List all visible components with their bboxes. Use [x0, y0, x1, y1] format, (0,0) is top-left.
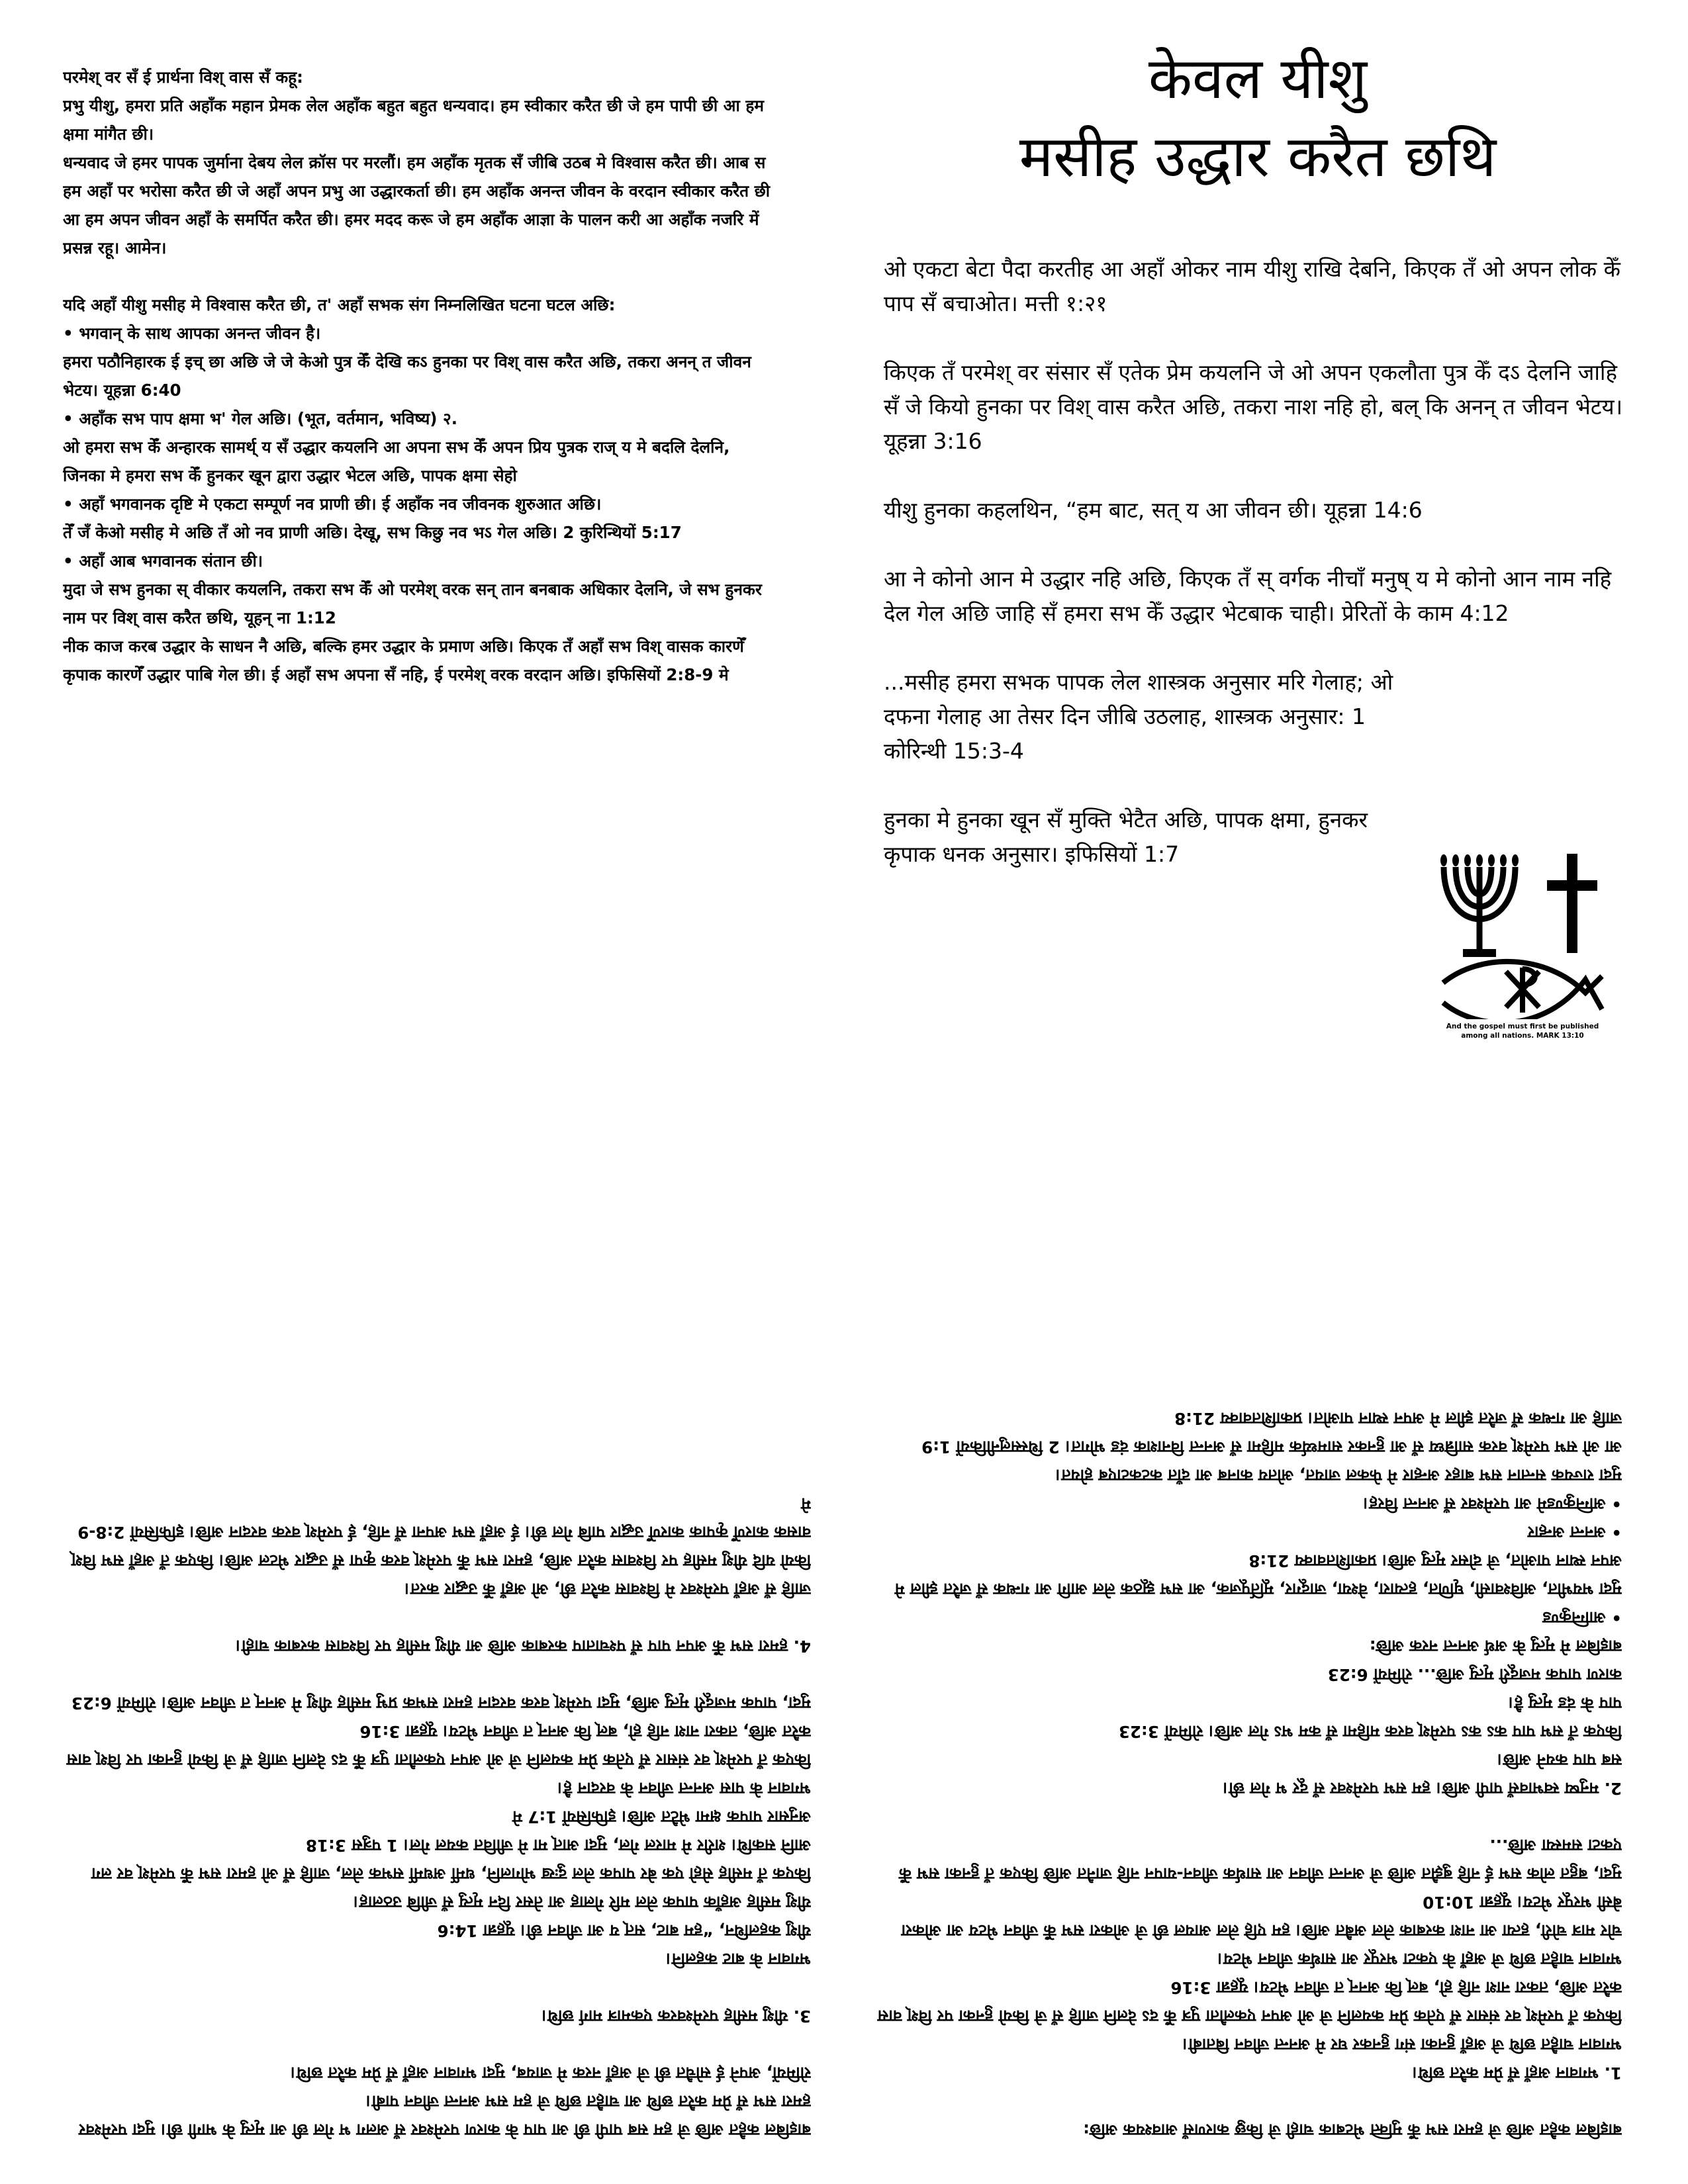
paragraph-way: भगवान के बाट कहलनि। — [665, 1950, 811, 1969]
verse-2-thessalonians-1-9: आ ओ सभ परमेश् वरक सान्निध्य सँ आ हुनकर सामर्थ्यक महिमा सँ अनन्त विनाशक दंड भोगत। 2 थिस्सलुनीकियों 1:9 — [921, 1437, 1622, 1457]
step-2-heading: 2. मनुष्य स्वभावसँ पापी अछि। हम सभ परमेश्वर सँ दूर भ गेल छी। — [1223, 1779, 1622, 1798]
paragraph-outer-darkness: मुदा राज्यक सन्तान सभ बाहर अन्हार मे फेकल जायत, ओतय कानब आ दाँत कटकटाएब होयत। — [1055, 1466, 1622, 1485]
spacer — [63, 262, 771, 291]
menorah-icon — [1440, 854, 1519, 953]
caption-line-2: among all nations. MARK 13:10 — [1461, 1032, 1584, 1040]
verse-ephesians-2-8-repeat: कियो यदि यीशु मसीह पर विश्वास करैत अछि, हमरा सभ केँ परमेश् वरक कृपा सँ उद्धार भेटल अछि। किएक तँ अहाँ सभ विश् वासक कारणेँ कृपाक कारणेँ उद्धार पाबि गेल छी। ई अहाँ सभ अपना सँ नहि, ई परमेश् वरक वरदान अछि। इफिसियों 2:8-9 मे — [71, 1494, 811, 1570]
steps-panel-continued — [63, 1125, 811, 2144]
verse-ephesians-2-8: नीक काज करब उद्धार के साधन नै अछि, बल्कि हमर उद्धार के प्रमाण अछि। किएक तँ अहाँ सभ विश् वासक कारणेँ कृपाक कारणेँ उद्धार पाबि गेल छी। ई अहाँ सभ अपना सँ नहि, ई परमेश् वरक वरदान अछि। इफिसियों 2:8-9 मे — [63, 637, 744, 684]
spacer — [874, 1803, 1622, 1831]
paragraph-penalty: पाप के दंड मृत्यु है। — [1508, 1694, 1622, 1713]
steps-panel — [874, 1125, 1622, 2144]
step-3-heading: 3. यीशु मसीह परमेश्वरक एकमात्र मार्ग छथि। — [541, 2007, 811, 2026]
cross-icon — [1547, 854, 1597, 953]
bullet-darkness: • अनन्त अन्हार — [1528, 1523, 1622, 1542]
symbols-graphic — [1433, 854, 1612, 1019]
verse-romans-6-23: मुदा, पापक मजदूरी मृत्यु अछि, मुदा परमेश् वरक वरदान हमरा सभक प्रभु मसीह यीशु मे अनन् त जीवन अछि। रोमियों 6:23 — [71, 1694, 811, 1713]
verse-john-14-6-repeat: यीशु कहलथिन, “हम बाट, सत् य आ जीवन छी। यूहन्ना 14:6 — [437, 1921, 811, 1940]
verse-romans-6-23-step: कारण पापक मजदूरी मृत्यु अछि... रोमियों 6:23 — [1327, 1665, 1622, 1684]
title-line-2: मसीह उद्धार करैत छथि — [1019, 124, 1497, 190]
verse-matthew-1-21: ओ एकटा बेटा पैदा करतीह आ अहाँ ओकर नाम यीशु राखि देबनि, किएक तँ ओ अपन लोक केँ पाप सँ बचाओत। मत्ती १:२१ — [884, 256, 1620, 316]
bullet-child-of-god: • अहाँ आब भगवानक संतान छी। — [63, 551, 263, 570]
verse-colossians: ओ हमरा सभ केँ अन्हारक सामर्थ् य सँ उद्धार कयलनि आ अपना सभ केँ अपन प्रिय पुत्रक राज् य मे बदलि देलनि, जिनका मे हमरा सभ केँ हुनकर खून द्वारा उद्धार भेटल अछि, पापक क्षमा सेहो — [63, 437, 730, 485]
verse-john-10-10: चोर मात्र चोरी, हत्या आ नाश करबाक लेल अबैत अछि। हम एहि लेल आयल छी जे ओकरा सभ केँ जीवन भेटय आ ओकरा बेसी भरपूर भेटय। यूहन्ना 10:10 — [901, 1893, 1622, 1940]
verse-1-corinthians-15: ...मसीह हमरा सभक पापक लेल शास्त्रक अनुसार मरि गेलाह; ओ दफना गेलाह आ तेसर दिन जीबि उठलाह, शास्त्रक अनुसार: 1 कोरिन्थी 15:3-4 — [884, 669, 1393, 764]
prayer-intro: परमेश् वर सँ ई प्रार्थना विश् वास सँ कहू: — [63, 68, 303, 87]
believers-intro: यदि अहाँ यीशु मसीह मे विश्वास करैत छी, त' अहाँ सभक संग निम्नलिखित घटना घटल अछि: — [63, 295, 616, 314]
bullet-separation: • अग्निकुण्डमे आ परमेश्वर सँ अनन्त विरह। — [1363, 1494, 1622, 1514]
title-line-1: केवल यीशु — [1148, 46, 1368, 112]
ichthys-chi-rho-icon — [1443, 962, 1602, 1019]
verse-john-14-6: यीशु हुनका कहलथिन, “हम बाट, सत् य आ जीवन छी। यूहन्ना 14:6 — [884, 497, 1423, 523]
verse-ephesians-1-7: हुनका मे हुनका खून सँ मुक्ति भेटैत अछि, पापक क्षमा, हुनकर कृपाक धनक अनुसार। इफिसियों 1:7 — [884, 807, 1368, 867]
spacer — [63, 1604, 811, 1632]
symbol-block — [1433, 854, 1612, 1066]
cover-panel — [884, 40, 1632, 1072]
verse-1-peter-3-18: किएक तँ मसीह सेहो एक बेर पापक लेल दुःख भोगलनि, धर्मी अधर्मी सभक लेल, जाहि सँ ओ हमरा सभ केँ परमेश् वर लग आनि सकथि। शरीर मे मारल गेल, मुदा आत् मा मे जीवित कयल गेल। 1 पत्रुस 3:18 — [91, 1836, 811, 1884]
symbol-caption — [1433, 1022, 1612, 1040]
spacer — [63, 2030, 811, 2059]
verse-john-1-12: मुदा जे सभ हुनका स् वीकार कयलनि, तकरा सभ केँ ओ परमेश् वरक सन् तान बनबाक अधिकार देलनि, जे सभ हुनकर नाम पर विश् वास करैत छथि, यूहन् ना 1:12 — [63, 580, 762, 627]
step-4-heading: 4. हमरा सभ केँ अपन पाप सँ पश्चाताप करबाक अछि आ यीशु मसीह पर विश्वास करबाक चाही। — [235, 1637, 811, 1656]
page-title — [884, 40, 1632, 196]
paragraph-romans: रोमियों, अपने ई सोचैत छी जे अहाँ नरक मे जायब, मुदा भगवान अहाँ सँ प्रेम करैत छथि। — [290, 2064, 811, 2083]
bullet-fire: • आग्निकुण्ड — [1542, 1608, 1622, 1627]
verse-acts-4-12: आ ने कोनो आन मे उद्धार नहि अछि, किएक तँ स् वर्गक नीचाँ मनुष् य मे कोनो आन नाम नहि देल गेल अछि जाहि सँ हमरा सभ केँ उद्धार भेटबाक चाही। प्रेरितों के काम 4:12 — [884, 566, 1612, 626]
verse-john-6-40: हमरा पठौनिहारक ई इच् छा अछि जे जे केओ पुत्र केँ देखि कऽ हुनका पर विश् वास करैत अछि, तकरा अनन् त जीवन भेटय। यूहन्ना 6:40 — [63, 352, 751, 400]
paragraph-abundant: भगवान चाहैत छथि जे अहाँ के एकटा भरपूर आ सार्थक जीवन भेटय। — [1217, 1950, 1622, 1969]
verse-ephesians-1-7-repeat: अनुसार पापक क्षमा भेटैत अछि। इफिसियों 1:7 मे — [512, 1807, 811, 1827]
prayer-text-2: धन्यवाद जे हमर पापक जुर्माना देबय लेल क्रॉस पर मरलौं। हम अहाँक मृतक सँ जीबि उठब मे विश्वास करैत छी। आब स हम अहाँ पर भरोसा करैत छी जे अहाँ अपन प्रभु आ उद्धारकर्ता छी। हम अहाँक अनन्त जीवन के वरदान स्वीकार करैत छी आ हम अपन जीवन अहाँ के समर्पित करैत छी। हमर मदद करू जे हम अहाँक आज्ञा के पालन करी आ अहाँक नजरि में प्रसन्न रहू। आमेन। — [63, 153, 771, 257]
verse-john-3-16-repeat: किएक तँ परमेश् वर संसार सँ एतेक प्रेम कयलनि जे ओ अपन एकलौता पुत्र केँ दऽ देलनि जाहि सँ जे कियो हुनका पर विश् वास करैत अछि, तकरा नाश नहि हो, बल् कि अनन् त जीवन भेटय। यूहन्ना 3:16 — [66, 1722, 811, 1770]
caption-line-1: And the gospel must first be published — [1446, 1023, 1599, 1030]
paragraph-problem: मुदा, बहुत लोक सभ ई नहि बुझैत अछि जे अनन्त जीवन आ सार्थक जीवन-यापन नहि जानैत अछि किएक तँ हुनका सभ केँ एकटा समस्या अछि... — [899, 1836, 1622, 1884]
paragraph-save: जाहि सँ अहाँ परमेश्वर मे विश्वास करैत छी, ओ अहाँ केँ उद्धार करत। — [404, 1580, 811, 1599]
verse-2-corinthians-5-17: तेँ जँ केओ मसीह मे अछि तँ ओ नव प्राणी अछि। देखू, सभ किछु नव भऽ गेल अछि। 2 कुरिन्थियों 5:17 — [63, 523, 682, 542]
paragraph-sinners: बाइबिल कहैत अछि जे हम सब पापी छी आ पाप के कारण परमेश्वर सँ अलग भ गेल छी आ मृत्यु के भागी छी। मुदा परमेश्वर हमरा सभ सँ प्रेम करैत छथि आ चाहैत छथि जे हम सभ अनन्त जीवन पाबी। — [79, 2092, 811, 2140]
paragraph-death-meaning: बाइबिल मे मृत्यु के अर्थ अनन्त नरक अछि: — [1369, 1637, 1622, 1656]
verse-romans-3-23: किएक तँ सभ पाप कऽ कऽ परमेश् वरक महिमा सँ कम भऽ गेल अछि। रोमियों 3:23 — [1118, 1722, 1622, 1741]
steps-intro: बाइबिल कहैत अछि जे हमरा सभ केँ मुक्ति भेटबाक चाही जे किछु कारणसँ आवश्यक अछि: — [1083, 2120, 1622, 2140]
bullet-eternal-life: • भगवान् के साथ आपका अनन्त जीवन है। — [63, 324, 321, 343]
spacer — [874, 2087, 1622, 2116]
verse-revelation-21-8-repeat: जाहि आ गन्धक सँ जरैत झील मे अपन स्थान पाओत। प्रकाशितवाक्य 21:8 — [1174, 1409, 1622, 1428]
paragraph-gift: भगवान के पास अनन्त जीवन के वरदान है। — [557, 1779, 811, 1798]
verse-revelation-21-8: मुदा भयभीत, अविश्वासी, घृणित, हत्यारा, वेश्या, जादूगर, मूर्तिपूजक, आ सभ झूठक लेल आगि आ गन्धक सँ जरैत झील मे अपन स्थान पाओत, जे दोसर मृत्यु अछि। प्रकाशितवाक्य 21:8 — [894, 1551, 1622, 1599]
prayer-panel — [63, 63, 771, 1062]
bullet-forgiven: • अहाँक सभ पाप क्षमा भ' गेल अछि। (भूत, वर्तमान, भविष्य) २. — [63, 409, 458, 428]
step-1-heading: 1. भगवान अहाँ सँ प्रेम करैत छथि। — [1412, 2064, 1622, 2083]
bullet-new-creation: • अहाँ भगवानक दृष्टि मे एकटा सम्पूर्ण नव प्राणी छी। ई अहाँक नव जीवनक शुरुआत अछि। — [63, 494, 602, 514]
verse-john-3-16: किएक तँ परमेश् वर संसार सँ एतेक प्रेम कयलनि जे ओ अपन एकलौता पुत्र केँ दऽ देलनि जाहि सँ जे कियो हुनका पर विश् वास करैत अछि, तकरा नाश नहि हो, बल् कि अनन् त जीवन भेटय। यूहन्ना 3:16 — [884, 359, 1623, 454]
paragraph-all-sinned: सब पाप कयने अछि। — [1497, 1751, 1622, 1770]
spacer — [63, 1661, 811, 1689]
paragraph-died-rose: यीशु मसीह अहाँक पापक लेल मरि गेलाह आ तेसर दिन मृत्यु सँ जीबि उठलाह। — [353, 1893, 811, 1912]
prayer-text-1: प्रभु यीशु, हमरा प्रति अहाँक महान प्रेमक लेल अहाँक बहुत बहुत धन्यवाद। हम स्वीकार करैत छी जे हम पापी छी आ हम क्षमा मांगैत छी। — [63, 96, 765, 144]
spacer — [63, 1974, 811, 2002]
verse-john-3-16-step: किएक तँ परमेश् वर संसार सँ एतेक प्रेम कयलनि जे ओ अपन एकलौता पुत्र केँ दऽ देलनि जाहि सँ जे कियो हुनका पर विश् वास करैत अछि, तकरा नाश नहि हो, बल् कि अनन् त जीवन भेटय। यूहन्ना 3:16 — [877, 1978, 1622, 2026]
paragraph-eternal: भगवान चाहैत छथि जे अहाँ हुनका संग हुनकर घर मे अनन्त जीवन बिताबी। — [1182, 2035, 1622, 2054]
